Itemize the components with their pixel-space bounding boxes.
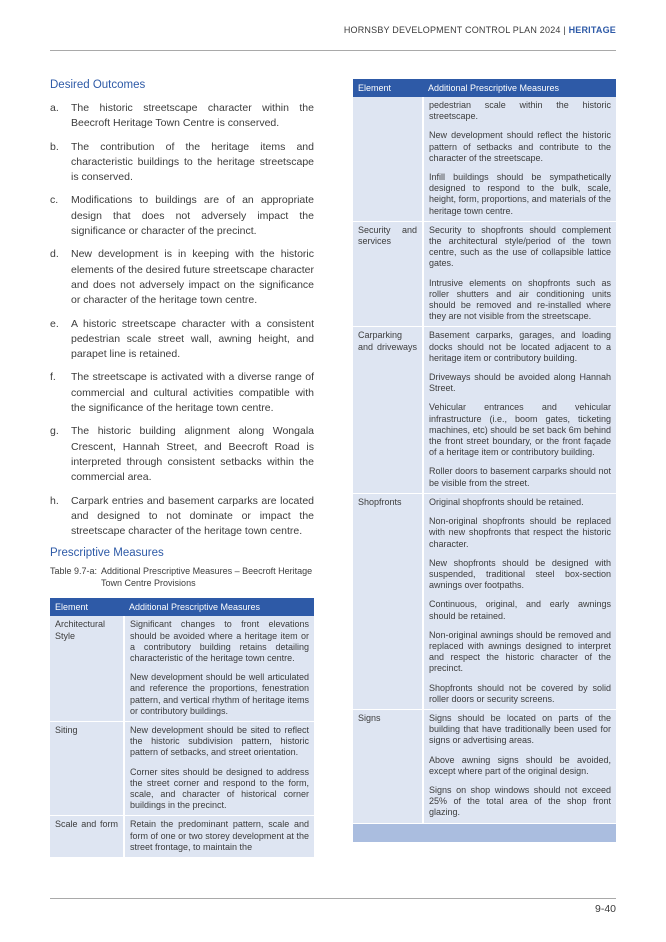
table-row bbox=[353, 493, 616, 709]
measure-paragraph: Continuous, original, and early awnings should be retained. bbox=[429, 599, 611, 621]
measures-cell bbox=[124, 722, 314, 816]
outcome-letter: b. bbox=[50, 140, 59, 153]
measures-cell bbox=[423, 221, 616, 327]
left-column bbox=[50, 79, 314, 857]
table-caption-number: Table 9.7-a: bbox=[50, 566, 98, 577]
measure-paragraph: Corner sites should be designed to address the street corner and respond to the form, scale, and character of historical corner buildings in the precinct. bbox=[130, 766, 309, 811]
outcome-letter: a. bbox=[50, 102, 59, 114]
right-column bbox=[353, 79, 616, 842]
outcome-item bbox=[50, 370, 314, 416]
outcome-text: The historic building alignment along Wongala Crescent, Hannah Street, and Beecroft Road is interpreted through consistent setbacks within the commercial area. bbox=[71, 425, 314, 484]
prescriptive-measures-heading: Prescriptive Measures bbox=[50, 547, 164, 560]
measures-cell bbox=[423, 97, 616, 221]
outcome-text: New development is in keeping with the historic elements of the desired future streetscape character and does not adversely impact on the significance or character of the heritage town centre. bbox=[71, 248, 314, 307]
measures-column-header: Additional Prescriptive Measures bbox=[423, 79, 616, 97]
table-row bbox=[353, 709, 616, 822]
measure-paragraph: Roller doors to basement carparks should not be visible from the street. bbox=[429, 466, 611, 488]
measure-paragraph: Non-original awnings should be removed and replaced with awnings designed to interpret and respect the historic character of the precinct. bbox=[429, 629, 611, 674]
outcome-text: Carpark entries and basement carparks are located and designed to not dominate or impact the streetscape character of the heritage town centre. bbox=[71, 494, 314, 538]
element-cell bbox=[353, 97, 423, 221]
table-header-row bbox=[353, 79, 616, 97]
outcome-letter: g. bbox=[50, 425, 59, 438]
measures-column-header: Additional Prescriptive Measures bbox=[124, 598, 314, 616]
measures-cell bbox=[423, 493, 616, 709]
measure-paragraph: Driveways should be avoided along Hannah Street. bbox=[429, 372, 611, 394]
prescriptive-table-part-1 bbox=[50, 598, 314, 857]
measure-paragraph: Basement carparks, garages, and loading docks should not be located adjacent to a heritage item or contributory building. bbox=[429, 330, 611, 363]
outcome-text: The historic streetscape character within the Beecroft Heritage Town Centre is conserved. bbox=[71, 102, 314, 130]
measure-paragraph: Shopfronts should not be covered by solid roller doors or security screens. bbox=[429, 682, 611, 704]
outcome-text: The contribution of the heritage items and characteristic buildings to the heritage streetscape is conserved. bbox=[71, 140, 314, 184]
measures-cell bbox=[423, 327, 616, 493]
outcome-item bbox=[50, 424, 314, 485]
table-row bbox=[353, 221, 616, 327]
table-caption-text: Additional Prescriptive Measures – Beecroft Heritage Town Centre Provisions bbox=[101, 566, 313, 589]
document-title: HORNSBY DEVELOPMENT CONTROL PLAN 2024 | bbox=[343, 25, 569, 35]
outcome-letter: e. bbox=[50, 317, 59, 330]
element-column-header: Element bbox=[353, 79, 423, 97]
outcome-letter: f. bbox=[50, 371, 56, 384]
measure-paragraph: New development should be sited to reflect the historic subdivision pattern, historic pattern of setbacks, and street orientation. bbox=[130, 725, 309, 758]
table-caption bbox=[50, 565, 314, 589]
table-row bbox=[50, 616, 314, 721]
outcome-item bbox=[50, 247, 314, 308]
measure-paragraph: Retain the predominant pattern, scale and form of one or two storey development at the street frontage, to maintain the bbox=[130, 819, 309, 852]
page-header bbox=[344, 25, 616, 35]
outcome-letter: h. bbox=[50, 494, 59, 507]
element-cell: Scale and form bbox=[50, 816, 124, 857]
measures-cell bbox=[423, 709, 616, 822]
measure-paragraph: Signs should be located on parts of the building that have traditionally been used for signs or advertising areas. bbox=[429, 712, 611, 746]
measure-paragraph: Above awning signs should be avoided, except where part of the original design. bbox=[429, 754, 611, 776]
header-divider bbox=[50, 50, 616, 51]
table-row bbox=[50, 816, 314, 857]
table-row bbox=[353, 97, 616, 221]
element-cell: Carparking and driveways bbox=[353, 327, 423, 493]
measure-paragraph: Significant changes to front elevations should be avoided where a heritage item or a contributory building retains detailing characteristic of the heritage town centre. bbox=[130, 619, 309, 664]
measure-paragraph: Vehicular entrances and vehicular infrastructure (i.e., boom gates, ticketing machines, etc) should be set back 6m behind the front street boundary, or the front façade of a heritage item or contributory building. bbox=[429, 402, 611, 458]
table-row bbox=[50, 722, 314, 816]
footer-divider bbox=[50, 898, 616, 899]
outcome-item bbox=[50, 317, 314, 363]
table-end-bar bbox=[353, 823, 616, 842]
measure-paragraph: New development should be well articulated and reference the proportions, fenestration pattern, and vertical rhythm of heritage items or contributory buildings. bbox=[130, 672, 309, 716]
element-cell: Security and services bbox=[353, 221, 423, 327]
outcome-item bbox=[50, 494, 314, 540]
measure-paragraph: Original shopfronts should be retained. bbox=[429, 496, 584, 507]
element-cell: Signs bbox=[353, 709, 423, 822]
outcome-text: Modifications to buildings are of an appropriate design that does not adversely impact the significance or character of the precinct. bbox=[71, 194, 314, 238]
measure-paragraph: pedestrian scale within the historic streetscape. bbox=[429, 100, 611, 122]
outcome-item bbox=[50, 101, 314, 132]
outcome-letter: c. bbox=[50, 194, 59, 207]
measure-paragraph: New shopfronts should be designed with suspended, traditional steel box-section awnings over footpaths. bbox=[429, 557, 611, 591]
measure-paragraph: New development should reflect the historic pattern of setbacks and contribute to the character of the streetscape. bbox=[429, 130, 611, 163]
measure-paragraph: Signs on shop windows should not exceed 25% of the total area of the shop front glazing. bbox=[429, 784, 611, 818]
measures-cell bbox=[124, 616, 314, 721]
measure-paragraph: Security to shopfronts should complement the architectural style/period of the town centre, such as the use of collapsible lattice gates. bbox=[429, 224, 611, 269]
measure-paragraph: Intrusive elements on shopfronts such as roller shutters and air conditioning units should be removed and re-installed where they are not visible from the streetscape. bbox=[429, 277, 611, 322]
desired-outcomes-heading: Desired Outcomes bbox=[50, 79, 146, 91]
outcome-item bbox=[50, 140, 314, 186]
outcome-text: The streetscape is activated with a diverse range of commercial and cultural activities compatible with the significance of the heritage town centre. bbox=[71, 371, 314, 415]
table-row bbox=[353, 327, 616, 493]
outcome-text: A historic streetscape character with a consistent pedestrian scale street wall, awning height, and parapet line is retained. bbox=[71, 317, 314, 361]
page-number: 9-40 bbox=[594, 903, 616, 915]
element-cell: Architectural Style bbox=[50, 616, 124, 721]
table-header-row bbox=[50, 598, 314, 616]
element-cell: Shopfronts bbox=[353, 493, 423, 709]
outcome-item bbox=[50, 193, 314, 239]
measure-paragraph: Non-original shopfronts should be replaced with new shopfronts that respect the historic character. bbox=[429, 516, 611, 549]
measure-paragraph: Infill buildings should be sympathetically designed to respond to the bulk, scale, height, form, proportions, and materials of the heritage town centre. bbox=[429, 172, 611, 216]
prescriptive-table-part-2 bbox=[353, 79, 616, 823]
element-cell: Siting bbox=[50, 722, 124, 816]
measures-cell bbox=[124, 816, 314, 857]
section-name: HERITAGE bbox=[568, 25, 616, 35]
outcomes-list bbox=[50, 101, 314, 539]
outcome-letter: d. bbox=[50, 248, 59, 261]
element-column-header: Element bbox=[50, 598, 124, 616]
